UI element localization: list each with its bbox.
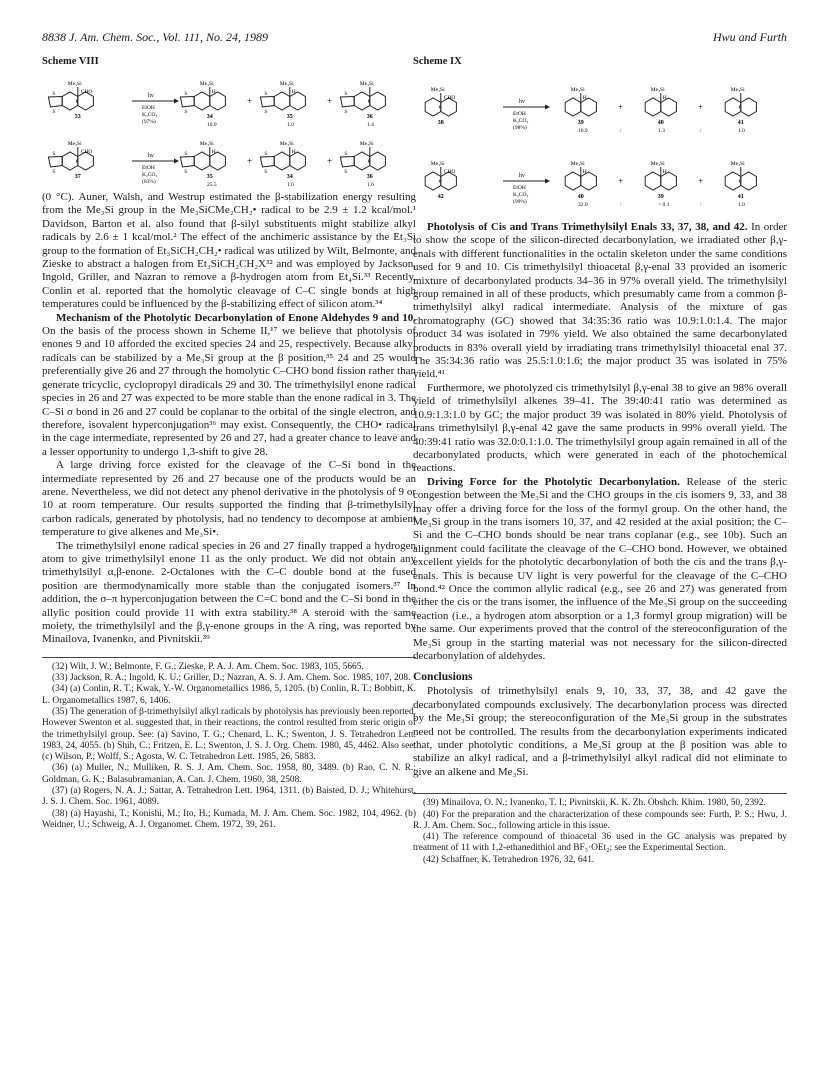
reference-item: (41) The reference compound of thioacetal 36 used in the GC analysis was prepared by treatment of 11 with 1,2-ethanedithiol and BF₃·OEt₂; see the Experimental Section. (413, 832, 787, 854)
dithiolane-ring (340, 97, 354, 108)
condition-solvent: EtOH (142, 105, 155, 111)
section-heading: Photolysis of Cis and Trans Trimethylsilyl Enals 33, 37, 38, and 42. (427, 221, 748, 233)
sulfur-label: S (52, 152, 56, 157)
silyl-group-label: Me₃Si (570, 161, 585, 167)
dithiolane-ring (180, 97, 194, 108)
compound-number: 33 (74, 114, 81, 120)
hydrogen-label: H (291, 89, 296, 95)
sulfur-label: S (184, 170, 188, 175)
arrow-head (174, 99, 179, 104)
reference-item: (35) The generation of β-trimethylsilyl alkyl radicals by photolysis has previously been reported. However Swenton et al. suggested that, in their reactions, the control resulted from steric origin of the trimethylsilyl group. See: (a) Savino, T. G.; Chenard, L. K.; Swenton, J. S. Tetrahedron Lett. 1983, 24, 4055. (b) Shih, C.; Fritzen, E. L.; Swenton, J. S. J. Org. Chem. 1980, 45, 4462. Also see: (c) Wilson, P.; Wolff, S.; Agosta, W. C. Tetrahedron Lett. 1985, 26, 5883. (42, 707, 416, 763)
ratio-separator: : (620, 202, 622, 208)
silyl-group-label: Me₃Si (650, 161, 665, 167)
paragraph: (0 °C). Auner, Walsh, and Westrup estimated the β-stabilization energy resulting from the Me₃Si group in the Me₃SiCMe₂CH₂• radical to be 2.9 ± 1.2 kcal/mol.¹ Davidson, Barton et al. also found that β-silyl substituents might stabilize alkyl radicals by 2.6 ± 1 kcal/mol.² The effect of the anchimeric assistance by the Et₃Si group to the formation of Et₃SiCH₂CH₂• radical was utilized by Wilt, Belmonte, and Zieske to abstract a halogen from Et₃SiCH₂CH₂X³² and was employed by Jackson, Ingold, Griller, and Nazran to remove a β-hydrogen atom from Et₄Si.³³ Recently, Conlin et al. reported that the homolytic cleavage of C–C single bonds at high temperatures could be influenced by the β-stabilizing effect of silicon atom.³⁴ (42, 191, 416, 311)
silyl-group-label: Me₃Si (430, 161, 445, 167)
plus-sign: + (247, 156, 253, 166)
reference-item: (36) (a) Muller, N.; Mulliken, R. S. J. Am. Chem. Soc. 1958, 80, 3489. (b) Rao, C. N. R.; Goldman, G. K.; Balasubramanian, A. Can. J. Chem. 1960, 38, 2508. (42, 763, 416, 785)
plus-sign: + (698, 176, 704, 186)
paragraph (413, 476, 787, 664)
reaction-yield: (98%) (513, 125, 527, 131)
compound-number: 39 (657, 194, 664, 200)
ring-a (565, 98, 581, 116)
product-ratio: 1.4 (367, 122, 374, 128)
silyl-group-label: Me₃Si (730, 87, 745, 93)
arrow-head (545, 105, 550, 110)
footnote-divider (42, 657, 416, 658)
compound-number: 36 (366, 114, 373, 120)
paragraph-text: On the basis of the process shown in Scheme II,¹⁷ we believe that photolysis of enones 9 and 10 afforded the excited species 24 and 25, respectively. Because alkyl radicals can be stabilized by a Me₃Si group at the β position,³⁵ 24 and 25 would preferentially give 26 and 27 through the homolytic C–CHO bond fission rather than generate tricyclic, cyclopropyl diradicals 29 and 30. The trimethylsilyl enone radical species in 26 and 27 was expected to be more stable than the enone radical in 3. The C–Si σ bond in 26 and 27 could be coplanar to the orbital of the single electron, and therefore, isovalent hyperconjugation³⁶ may exist. Consequently, the CHO• radical in the cage intermediate, represented by 26 and 27, had a greater chance to leave and a lesser opportunity to undergo 1,3-shift to give 28. (42, 325, 416, 458)
dithiolane-ring (260, 157, 274, 168)
condition-solvent: EtOH (142, 165, 155, 171)
plus-sign: + (247, 96, 253, 106)
hydrogen-label: H (662, 95, 667, 101)
dithiolane-ring (260, 97, 274, 108)
ring-a (425, 98, 441, 116)
compound-number: 34 (286, 174, 293, 180)
dithiolane-ring (180, 157, 194, 168)
paragraph (42, 312, 416, 459)
condition-base: K₂CO₃ (142, 172, 158, 178)
sulfur-label: S (264, 110, 268, 115)
plus-sign: + (327, 156, 333, 166)
sulfur-label: S (344, 170, 348, 175)
silyl-group-label: Me₃Si (199, 141, 214, 147)
product-ratio: 1.0 (287, 182, 294, 188)
ring-a (274, 152, 290, 170)
compound-number: 42 (437, 194, 444, 200)
hydrogen-label: H (662, 169, 667, 175)
ratio-separator: : (700, 128, 702, 134)
ring-a (645, 172, 661, 190)
silyl-group-label: Me₃Si (730, 161, 745, 167)
product-ratio: 10.9 (207, 122, 217, 128)
product-ratio: 1.0 (287, 122, 294, 128)
plus-sign: + (618, 102, 624, 112)
sulfur-label: S (52, 170, 56, 175)
product-ratio: 1.0 (738, 128, 745, 134)
compound-number: 40 (657, 120, 664, 126)
hydrogen-label: H (211, 149, 216, 155)
ring-a (194, 152, 210, 170)
sulfur-label: S (52, 110, 56, 115)
running-header-citation: 8838 J. Am. Chem. Soc., Vol. 111, No. 24, 1989 (42, 30, 268, 44)
condition-light: hν (519, 99, 525, 105)
silyl-group-label: Me₃Si (67, 141, 82, 147)
plus-sign: + (618, 176, 624, 186)
paragraph: The trimethylsilyl enone radical species in 26 and 27 finally trapped a hydrogen atom to give trimethylsilyl enone 11 as the only product. We did not obtain any trimethylsilyl α,β-enone. 2-Octalones with the C–C double bond at the fused position are thermodynamically more stable than the conjugated isomers.³⁷ In addition, the σ–π hyperconjugation between the C=C bond and the C–Si bond in the allylic position could provide 11 with extra stability.³⁸ A steroid with the same moiety, the trimethylsilyl and the β,γ-enone groups in the A ring, was reported by Minailova, Ivanenko, and Pivnitskii.³⁹ (42, 539, 416, 646)
sulfur-label: S (184, 92, 188, 97)
product-ratio: 10.9 (578, 128, 588, 134)
references-right (413, 798, 787, 866)
condition-base: K₂CO₃ (513, 192, 529, 198)
paragraph-text: Release of the steric congestion between the Me₃Si and the CHO groups in the cis isomers 9, 33, and 38 may offer a driving force for the loss of the formyl group. On the other hand, the Me₃Si group in the trans isomers 10, 37, and 42 resided at the axial position; the C–Si and the C–CHO bonds should be near trans coplanar (e.g., see 10b). Such an alignment could facilitate the cleavage of the C–CHO bond. However, we obtained excellent yields for the photolytic decarbonylation of both the cis and the trans β,γ-enals. This is because UV light is very powerful for the cleavage of the C–CHO bond.⁴² Once the common allylic radical (e.g., see 26 and 27) was generated from either the cis or the trans isomer, the influence of the Me₃Si group on the succeeding reaction (i.e., a hydrogen atom absorption or a 1,3 formyl group migration) will be the same. Our experiments proved that the control of the stereoconfiguration of the Me₃Si group in the starting material was not necessary for the silicon-directed decarbonylation of aldehydes. (413, 475, 787, 662)
compound-number: 35 (286, 114, 293, 120)
sulfur-label: S (264, 92, 268, 97)
silyl-group-label: Me₃Si (279, 81, 294, 87)
ring-a (194, 92, 210, 110)
ratio-separator: : (700, 202, 702, 208)
formyl-group-label: CHO (443, 169, 456, 175)
silyl-group-label: Me₃Si (430, 87, 445, 93)
condition-light: hν (519, 173, 525, 179)
compound-number: 36 (366, 174, 373, 180)
sulfur-label: S (184, 110, 188, 115)
product-ratio: 25.5 (207, 182, 217, 188)
sulfur-label: S (264, 152, 268, 157)
scheme-ix-title: Scheme IX (413, 56, 462, 67)
hydrogen-label: H (582, 95, 587, 101)
sulfur-label: S (344, 152, 348, 157)
formyl-group-label: CHO (80, 149, 93, 155)
ring-b (741, 98, 757, 116)
silyl-group-label: Me₃Si (359, 81, 374, 87)
silyl-group-label: Me₃Si (570, 87, 585, 93)
arrow-head (174, 159, 179, 164)
section-heading: Driving Force for the Photolytic Decarbonylation. (427, 475, 680, 488)
silyl-group-label: Me₃Si (199, 81, 214, 87)
ring-a (425, 172, 441, 190)
compound-number: 37 (74, 174, 81, 180)
right-column (413, 48, 787, 866)
product-ratio: 1.3 (658, 128, 665, 134)
sulfur-label: S (344, 110, 348, 115)
compound-number: 35 (206, 174, 213, 180)
reaction-yield: (97%) (142, 119, 156, 125)
compound-number: 40 (577, 194, 584, 200)
ring-a (565, 172, 581, 190)
ring-a (354, 152, 370, 170)
reference-item: (34) (a) Conlin, R. T.; Kwak, Y.-W. Organometallics 1986, 5, 1205. (b) Conlin, R. T.; Bobbitt, K. L. Organometallics 1987, 6, 1406. (42, 684, 416, 706)
condition-light: hν (148, 153, 154, 159)
section-heading: Mechanism of the Photolytic Decarbonylation of Enone Aldehydes 9 and 10. (56, 311, 416, 324)
condition-base: K₂CO₃ (142, 112, 158, 118)
condition-light: hν (148, 93, 154, 99)
reaction-yield: (99%) (513, 199, 527, 205)
footnote-divider (413, 793, 787, 794)
ring-a (725, 172, 741, 190)
dithiolane-ring (48, 97, 62, 108)
sulfur-label: S (264, 170, 268, 175)
formyl-group-label: CHO (80, 89, 93, 95)
scheme-viii-diagram (42, 69, 416, 191)
ring-a (62, 152, 78, 170)
product-ratio: 1.0 (738, 202, 745, 208)
silyl-group-label: Me₃Si (67, 81, 82, 87)
paragraph-text: In order to show the scope of the silicon-directed decarbonylation, we irradiated other β,γ-enals with different functionalities in the octalin skeleton under the same conditions used for 9 and 10. Cis trimethylsilyl thioacetal β,γ-enal 33 provided an isomeric mixture of decarbonylated products 34–36 in 97% overall yield. The trimethylsilyl group remained in all of these products, which presumably came from a common β-trimethylsilyl alkyl radical intermediate. Analysis of the mixture of gas chromatography (GC) showed that 34:35:36 ratio was 10.9:1.0:1.4. The major product 34 was isolated in 79% yield. We also obtained the same decarbonylated products in 83% overall yield by irradiating trans trimethylsilyl thioacetal enal 37. The 35:34:36 ratio was 25.5:1.0:1.6; the major product 35 was isolated in 75% yield.⁴¹ (413, 221, 788, 381)
reference-item: (32) Wilt, J. W.; Belmonte, F. G.; Zieske, P. A. J. Am. Chem. Soc. 1983, 105, 5665. (52, 661, 364, 672)
compound-number: 39 (577, 120, 584, 126)
paragraph: A large driving force existed for the cleavage of the C–Si bond in the intermediate represented by 26 and 27 because one of the products would be an arene. Nevertheless, we did not detect any phenol derivative in the photolysis of 9 or 10 at room temperature. Our results supported the finding that β-trimethylsilyl carbon radicals, generated by photolysis, had no tendency to decompose at ambient temperature to give alkenes and Me₃Si•. (42, 459, 416, 539)
hydrogen-label: H (291, 149, 296, 155)
reference-item: (37) (a) Rogers, N. A. J.; Sattar, A. Tetrahedron Lett. 1964, 1311. (b) Baisted, D. J.; Whitehurst, J. S. J. Chem. Soc. 1961, 4089. (42, 786, 416, 808)
scheme-viii-title: Scheme VIII (42, 56, 99, 67)
reference-item: (39) Minailova, O. N.; Ivanenko, T. I.; Pivnitskii, K. K. Zh. Obshch. Khim. 1980, 50, 2392. (423, 798, 766, 809)
compound-number: 41 (737, 120, 744, 126)
product-ratio: 32.0 (578, 202, 588, 208)
arrow-head (545, 179, 550, 184)
scheme-ix-diagram (413, 69, 787, 217)
sulfur-label: S (344, 92, 348, 97)
condition-base: K₂CO₃ (513, 118, 529, 124)
ring-a (274, 92, 290, 110)
reference-item: (33) Jackson, R. A.; Ingold, K. U.; Griller, D.; Nazran, A. S. J. Am. Chem. Soc. 1985, 107, 208. (52, 673, 411, 684)
plus-sign: + (698, 102, 704, 112)
ratio-separator: : (620, 128, 622, 134)
silyl-group-label: Me₃Si (279, 141, 294, 147)
ring-b (370, 92, 386, 110)
plus-sign: + (327, 96, 333, 106)
ring-a (725, 98, 741, 116)
condition-solvent: EtOH (513, 185, 526, 191)
hydrogen-label: H (582, 169, 587, 175)
silyl-group-label: Me₃Si (650, 87, 665, 93)
paragraph (413, 221, 787, 382)
ring-a (62, 92, 78, 110)
ring-b (370, 152, 386, 170)
paragraph: Furthermore, we photolyzed cis trimethylsilyl β,γ-enal 38 to give an 98% overall yield of trimethylsilyl alkenes 39–41. The 39:40:41 ratio was determined as 10.9:1.3:1.0 by GC; the major product 39 was isolated in 80% yield. Photolysis of trans trimethylsilyl β,γ-enal 42 gave the same products in 99% overall yield. The 40:39:41 ratio was 32.0:0.1:1.0. The trimethylsilyl group again remained in all of the decarbonylated products, which were generated in each of the photochemical reactions. (413, 381, 787, 475)
running-header-authors: Hwu and Furth (712, 30, 787, 44)
reference-item: (42) Schaffner, K. Tetrahedron 1976, 32, 641. (423, 854, 595, 865)
references-left (42, 662, 416, 831)
silyl-group-label: Me₃Si (359, 141, 374, 147)
sulfur-label: S (52, 92, 56, 97)
compound-number: 41 (737, 194, 744, 200)
compound-number: 34 (206, 114, 213, 120)
dithiolane-ring (340, 157, 354, 168)
formyl-group-label: CHO (443, 95, 456, 101)
ring-b (741, 172, 757, 190)
reference-item: (38) (a) Hayashi, T.; Konishi, M.; Ito, H.; Kumada, M. J. Am. Chem. Soc. 1982, 104, 4962. (b) Weidner, U.; Schweig, A. J. Organomet. Chem. 1972, 39, 261. (42, 808, 416, 830)
product-ratio: 1.6 (367, 182, 374, 188)
dithiolane-ring (48, 157, 62, 168)
hydrogen-label: H (211, 89, 216, 95)
product-ratio: < 0.1 (658, 202, 670, 208)
sulfur-label: S (184, 152, 188, 157)
paragraph: Photolysis of trimethylsilyl enals 9, 10, 33, 37, 38, and 42 gave the decarbonylated compounds exclusively. The decarbonylation process was directed by the Me₃Si group; the stereoconfiguration of the Me₃Si group in the substrates need not be controlled. The results from the decarbonylation experiments indicated that, under photolytic conditions, a Me₃Si group at the β position was able to stabilize an alkyl radical, and a β-trimethylsilyl alkyl radical did not eliminate to give an alkene and Me₃Si. (413, 685, 787, 778)
compound-number: 38 (437, 120, 444, 126)
conclusions-heading: Conclusions (413, 671, 473, 684)
ring-a (645, 98, 661, 116)
condition-solvent: EtOH (513, 111, 526, 117)
reaction-yield: (83%) (142, 179, 156, 185)
ring-a (354, 92, 370, 110)
left-column (42, 48, 416, 831)
reference-item: (40) For the preparation and the characterization of these compounds see: Furth, P. S.; Hwu, J. R. J. Am. Chem. Soc., following article in this issue. (413, 809, 787, 831)
